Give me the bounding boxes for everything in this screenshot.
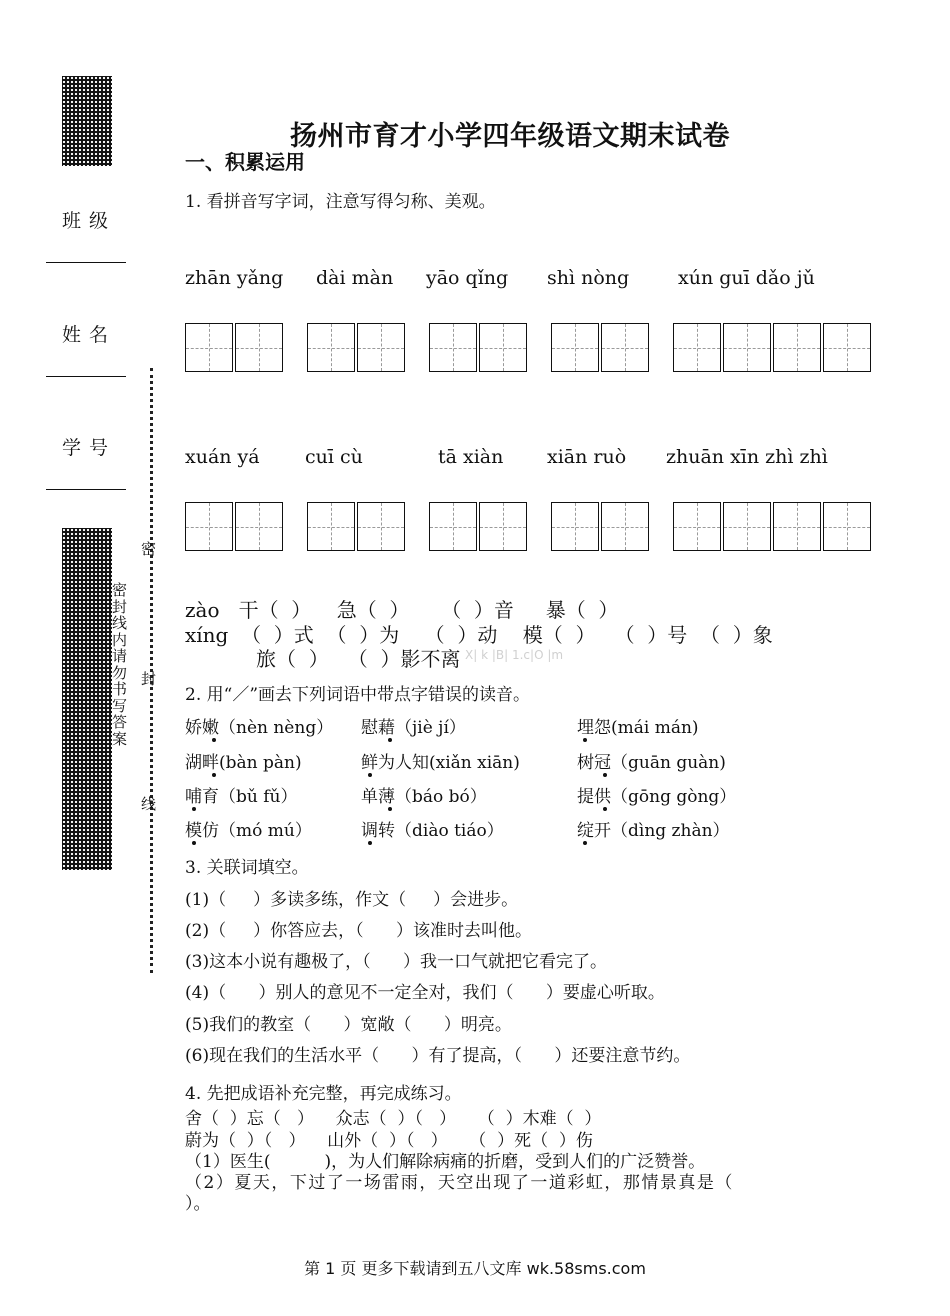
writing-box[interactable] (723, 323, 771, 372)
q4-idiom-line2: 蔚为（ ）（ ） 山外（ ）（ ） （ ）死（ ）伤 (185, 1131, 593, 1151)
student-id-label: 学号 (62, 437, 117, 459)
q2-item: 鲜为人知(xiǎn xiān) (361, 753, 520, 773)
section-heading: 一、积累运用 (185, 150, 305, 174)
writing-box[interactable] (185, 323, 233, 372)
writing-boxes-2 (307, 323, 405, 372)
writing-boxes-8 (429, 502, 527, 551)
writing-boxes-5 (673, 323, 871, 372)
writing-box[interactable] (551, 502, 599, 551)
pinyin-xunguidaoju: xún guī dǎo jǔ (678, 267, 815, 289)
q3-instruction: 3. 关联词填空。 (185, 858, 309, 878)
q2-item: 湖畔(bàn pàn) (185, 753, 302, 773)
q2-item: 慰藉（jiè jí） (361, 718, 466, 738)
writing-box[interactable] (357, 323, 405, 372)
seal-note: 密封线内请勿书写答案 (112, 581, 128, 748)
writing-boxes-10 (673, 502, 871, 551)
writing-box[interactable] (479, 323, 527, 372)
q1-instruction: 1. 看拼音写字词，注意写得匀称、美观。 (185, 192, 496, 212)
seal-char-xian: 线 (141, 795, 157, 813)
xing-fill-line: xíng （ ）式 （ ）为 （ ）动 模（ ） （ ）号 （ ）象 (185, 623, 773, 647)
q2-item: 娇嫩（nèn nèng） (185, 718, 334, 738)
zao-fill-line: zào 干（ ） 急（ ） （ ）音 暴（ ） (185, 598, 619, 622)
emphasis-dot (603, 773, 607, 777)
emphasis-dot (212, 773, 216, 777)
writing-box[interactable] (823, 323, 871, 372)
q3-item: (6)现在我们的生活水平（ ）有了提高，（ ）还要注意节约。 (185, 1046, 691, 1066)
class-blank-line (46, 262, 126, 263)
emphasis-dot (583, 841, 587, 845)
emphasis-dot (388, 807, 392, 811)
q3-item: (4)（ ）别人的意见不一定全对，我们（ ）要虚心听取。 (185, 983, 665, 1003)
q2-item: 模仿（mó mú） (185, 821, 312, 841)
writing-boxes-1 (185, 323, 283, 372)
writing-box[interactable] (235, 323, 283, 372)
q4-idiom-line1: 舍（ ）忘（ ） 众志（ ）（ ） （ ）木难（ ） (185, 1109, 602, 1129)
seal-char-feng: 封 (141, 670, 157, 688)
student-id-blank-line (46, 489, 126, 490)
q4-sentence-1: （1）医生( )，为人们解除病痛的折磨，受到人们的广泛赞誉。 (185, 1152, 706, 1172)
writing-box[interactable] (429, 323, 477, 372)
writing-boxes-4 (551, 323, 649, 372)
emphasis-dot (368, 841, 372, 845)
writing-box[interactable] (601, 502, 649, 551)
writing-box[interactable] (235, 502, 283, 551)
writing-boxes-7 (307, 502, 405, 551)
writing-boxes-6 (185, 502, 283, 551)
seal-char-mi: 密 (141, 540, 157, 558)
q3-item: (5)我们的教室（ ）宽敞（ ）明亮。 (185, 1015, 512, 1035)
pinyin-zhanyang: zhān yǎng (185, 267, 284, 289)
writing-box[interactable] (307, 323, 355, 372)
pinyin-shinong: shì nòng (547, 267, 630, 289)
emphasis-dot (192, 841, 196, 845)
name-blank-line (46, 376, 126, 377)
q3-item: (1)（ ）多读多练，作文（ ）会进步。 (185, 890, 519, 910)
writing-box[interactable] (307, 502, 355, 551)
emphasis-dot (603, 807, 607, 811)
watermark: X| k |B| 1.c|O |m (465, 648, 564, 662)
writing-box[interactable] (773, 502, 821, 551)
class-label: 班级 (62, 210, 117, 232)
q2-instruction: 2. 用“／”画去下列词语中带点字错误的读音。 (185, 685, 531, 705)
writing-boxes-3 (429, 323, 527, 372)
emphasis-dot (583, 738, 587, 742)
writing-box[interactable] (673, 502, 721, 551)
name-label: 姓名 (62, 324, 117, 346)
q2-item: 调转（diào tiáo） (361, 821, 504, 841)
q2-item: 提供（gōng gòng） (577, 787, 737, 807)
q2-item: 单薄（báo bó） (361, 787, 487, 807)
pinyin-taxian: tā xiàn (438, 446, 504, 468)
pinyin-cuicu: cuī cù (305, 446, 363, 468)
writing-box[interactable] (429, 502, 477, 551)
writing-box[interactable] (357, 502, 405, 551)
q3-item: (2)（ ）你答应去，（ ）该准时去叫他。 (185, 921, 533, 941)
q3-item: (3)这本小说有趣极了，（ ）我一口气就把它看完了。 (185, 952, 608, 972)
q2-item: 哺育（bǔ fǔ） (185, 787, 298, 807)
pinyin-xuanya: xuán yá (185, 446, 260, 468)
q4-sentence-2: （2）夏天，下过了一场雷雨，天空出现了一道彩虹，那情景真是（ (185, 1173, 734, 1193)
writing-box[interactable] (673, 323, 721, 372)
q4-sentence-2-end: ）。 (185, 1194, 211, 1214)
writing-box[interactable] (551, 323, 599, 372)
pinyin-zhuanxinzhizhi: zhuān xīn zhì zhì (666, 446, 828, 468)
emphasis-dot (368, 773, 372, 777)
emphasis-dot (212, 738, 216, 742)
q2-item: 绽开（dìng zhàn） (577, 821, 730, 841)
emphasis-dot (192, 807, 196, 811)
writing-boxes-9 (551, 502, 649, 551)
q2-item: 树冠（guān guàn) (577, 753, 726, 773)
writing-box[interactable] (723, 502, 771, 551)
binding-pattern-top (62, 76, 112, 166)
writing-box[interactable] (601, 323, 649, 372)
pinyin-daiman: dài màn (316, 267, 394, 289)
page-footer: 第 1 页 更多下载请到五八文库 wk.58sms.com (304, 1259, 646, 1278)
lv-fill-line: 旅（ ） （ ）影不离 (256, 647, 461, 671)
writing-box[interactable] (823, 502, 871, 551)
writing-box[interactable] (479, 502, 527, 551)
binding-pattern-bottom (62, 528, 112, 870)
writing-box[interactable] (773, 323, 821, 372)
q4-instruction: 4. 先把成语补充完整，再完成练习。 (185, 1084, 462, 1104)
writing-box[interactable] (185, 502, 233, 551)
pinyin-yaoqing: yāo qǐng (426, 267, 509, 289)
emphasis-dot (388, 738, 392, 742)
pinyin-xianruo: xiān ruò (547, 446, 627, 468)
q2-item: 埋怨(mái mán) (577, 718, 699, 738)
page-title: 扬州市育才小学四年级语文期末试卷 (290, 121, 730, 152)
